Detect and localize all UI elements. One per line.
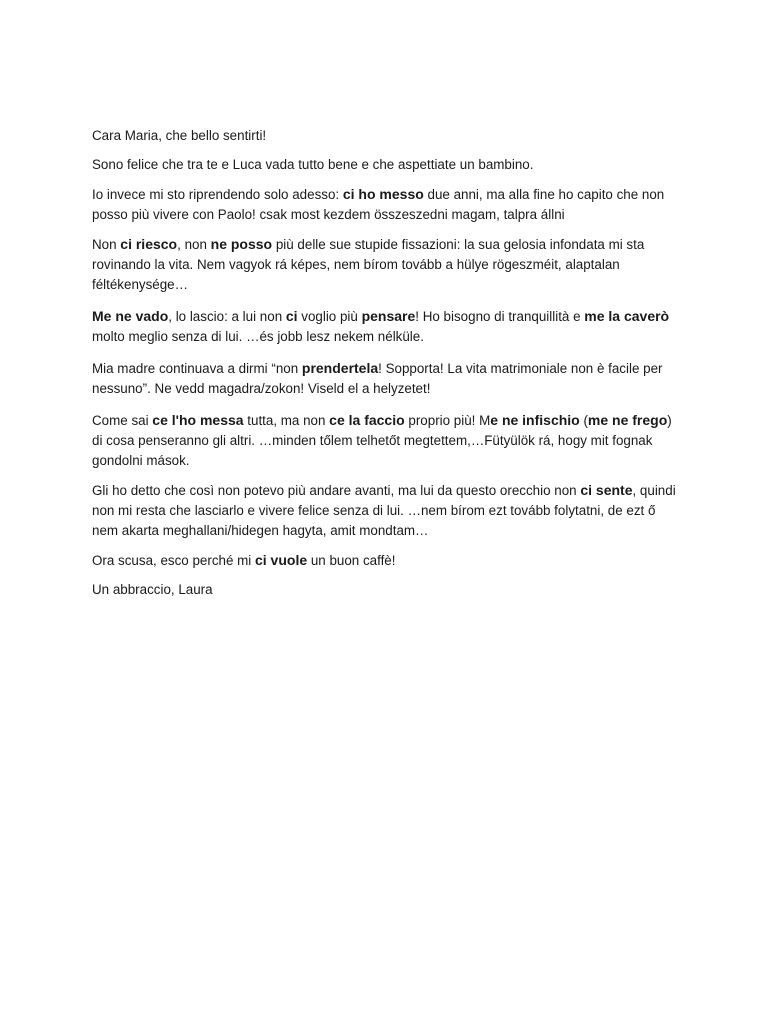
text-run: molto meglio senza di lui. …és jobb lesz nekem nélküle. xyxy=(92,329,424,344)
letter-closing: Un abbraccio, Laura xyxy=(92,582,213,597)
text-run: ) di cosa penseranno gli altri. …minden tőlem telhetőt megtettem,…Fütyülök rá, hogy mit fognak gondolni mások. xyxy=(92,413,672,468)
bold-phrase: ci riesco xyxy=(120,236,178,252)
text-run: Non xyxy=(92,237,121,252)
bold-phrase: me la caverò xyxy=(584,308,670,324)
paragraph-3 xyxy=(92,234,682,295)
letter-body xyxy=(92,126,682,609)
bold-phrase: ci sente xyxy=(580,482,633,498)
bold-phrase: e ne infischio xyxy=(490,412,580,428)
text-run: Gli ho detto che così non potevo più andare avanti, ma lui da questo orecchio non xyxy=(92,483,581,498)
paragraph-7 xyxy=(92,480,682,541)
paragraph-8 xyxy=(92,550,682,571)
text-run: Io invece mi sto riprendendo solo adesso: xyxy=(92,187,343,202)
bold-phrase: ci vuole xyxy=(254,552,308,568)
bold-phrase: ci ho messo xyxy=(342,186,424,202)
text-run: Ora scusa, esco perché mi xyxy=(92,553,255,568)
paragraph-5 xyxy=(92,358,682,399)
text-run: un buon caffè! xyxy=(307,553,396,568)
letter-greeting: Cara Maria, che bello sentirti! xyxy=(92,128,267,143)
paragraph-1: Sono felice che tra te e Luca vada tutto bene e che aspettiate un bambino. xyxy=(92,157,534,172)
bold-phrase: me ne frego xyxy=(587,412,668,428)
bold-phrase: Me ne vado xyxy=(92,308,169,324)
text-run: ! Sopporta! La vita matrimoniale non è facile per nessuno”. Ne vedd magadra/zokon! Viseld el a helyzetet! xyxy=(92,361,663,396)
paragraph-6 xyxy=(92,410,682,471)
text-run: Mia madre continuava a dirmi “non xyxy=(92,361,302,376)
text-run: Come sai xyxy=(92,413,153,428)
bold-phrase: ne posso xyxy=(210,236,273,252)
text-run: ! Ho bisogno di tranquillità e xyxy=(415,309,585,324)
text-run: voglio più xyxy=(297,309,362,324)
text-run: , lo lascio: a lui non xyxy=(168,309,286,324)
text-run: due anni, ma alla fine ho capito che non posso più vivere con Paolo! csak most kezdem összeszedni magam, talpra állni xyxy=(92,187,665,222)
text-run: più delle sue stupide fissazioni: la sua gelosia infondata mi sta rovinando la vita. Nem vagyok rá képes, nem bírom tovább a hülye rögeszméit, alaptalan féltékenysége… xyxy=(92,237,645,292)
bold-phrase: ce la faccio xyxy=(329,412,405,428)
bold-phrase: pensare xyxy=(361,308,416,324)
bold-phrase: ci xyxy=(285,308,298,324)
text-run: , non xyxy=(177,237,211,252)
text-run: ( xyxy=(579,413,588,428)
text-run: tutta, ma non xyxy=(243,413,330,428)
text-run: proprio più! M xyxy=(404,413,491,428)
bold-phrase: prendertela xyxy=(301,360,379,376)
paragraph-4 xyxy=(92,306,682,347)
text-run: , quindi non mi resta che lasciarlo e vivere felice senza di lui. …nem bírom ezt tovább folytatni, de ezt ő nem akarta meghallani/hidegen hagyta, amit mondtam… xyxy=(92,483,676,538)
paragraph-2 xyxy=(92,184,682,225)
bold-phrase: ce l'ho messa xyxy=(152,412,244,428)
